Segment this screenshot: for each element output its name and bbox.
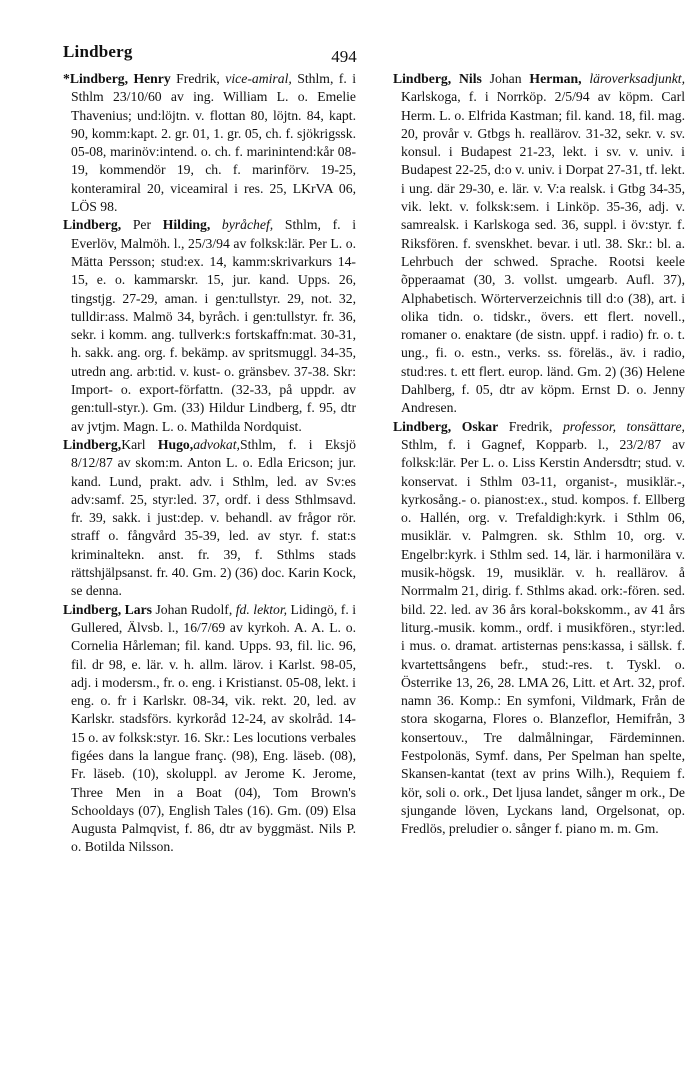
entry-title: professor, tonsättare, bbox=[562, 418, 685, 434]
entry-given-names: Johan Rudolf, bbox=[152, 601, 236, 617]
entry-lindberg-nils bbox=[393, 70, 685, 418]
entry-headword: Lindberg, Nils bbox=[393, 71, 482, 86]
right-column bbox=[393, 70, 685, 838]
entry-title: läroverksadjunkt, bbox=[581, 71, 685, 86]
entry-headword-name: Hugo, bbox=[157, 436, 194, 452]
entry-given-names: Karl bbox=[121, 436, 158, 452]
entry-headword: *Lindberg, Henry bbox=[63, 71, 171, 86]
entry-title: byråchef, bbox=[210, 217, 274, 233]
entry-given-names: Johan bbox=[481, 71, 530, 86]
entry-headword: Lindberg, Oskar bbox=[393, 418, 499, 434]
entry-body: Lidingö, f. i Gullered, Älvsb. l., 16/7/69 av kyrkoh. A. A. L. o. Cornelia Hårleman; fil. kand. Upps. 93, fil. lic. 96, fil. dr 98, e. lär. v. h. allm. lärov. i Karlst. 98-05, adj. i modersm., fr. o. eng. i Kristianst. 05-08, lekt. i eng. o. fr i Karlskr. 08-34, vik. rekt. 20, led. av Karlskr. stadsförs. kyrkoråd 12-24, av skolråd. 14-15 o. av folksk:styr. 16. Skr.: Les locutions verbales figées dans la langue franç. (98), Eng. läseb. (08), Fr. läseb. (10), skoluppl. av Jerome K. Jerome, Three Men in a Boat (04), Tom Brown's Schooldays (07), English Tales (16). Gm. (09) Elsa Augusta Palmqvist, f. 86, dtr av byggmäst. Nils P. o. Botilda Nilsson. bbox=[71, 601, 357, 855]
left-column bbox=[63, 70, 356, 857]
entry-title: vice-amiral, bbox=[225, 71, 292, 86]
entry-body: Sthlm, f. i Gagnef, Kopparb. l., 23/2/87 av folksk:lär. Per L. o. Liss Kerstin Andersdtr; stud. v. konservat. i Sthlm 03-11, organist-, musiklär.-, kyrkosång.- o. pianost:ex., stud. kompos. f. Ellberg o. Hallén, org. v. Trefaldigh:kyrk. i Sthlm 06, musiklär. v. Palmgren. sk. Sthlm 10, org. v. Engelbr:kyrk. i Sthlm sed. 14, lär. i harmonilära v. musik-högsk. 19, musiklär. v. h. reallärov. å Norrmalm 21, dirig. f. Sthlms akad. ork:-fören. sed. bild. 22. led. av 36 års koral-bokskomm., av 41 års liturg.-musik. komm., ordf. i musikfören., styr:led. i mus. o. dramat. artisternas pens:kassa, i sällsk. f. kvartettsångens befr., stud:-res. t. Tyskl. o. Österrike 13, 26, 28. LMA 26, Litt. et Art. 32, prof. namn 36. Komp.: En symfoni, Vildmark, Från de stora skogarna, Flores o. Blanzeflor, Hemifrån, 3 konsertouv., Tre dalmålningar, Färdeminnen. Festpolonäs, Symf. dans, Per Spelman han spelte, Skansen-kantat (text av prins Wilh.), Requiem f. kör, soli o. ork., Det ljusa landet, sånger m ork., De sjungande löven, Lyckans land, Orgelsonat, op. Fredlös, preludier o. sånger f. piano m. m. Gm. bbox=[401, 436, 685, 837]
entry-body: Sthlm, f. i Everlöv, Malmöh. l., 25/3/94 av folksk:lär. Per L. o. Mätta Persson; stud:ex. 14, kamm:skrivarkurs 14-15, e. o. kammarskr. 15, jur. kand. Upps. 26, tingstjg. 27-29, aman. i gen:tullstyr. 29, not. 32, tulldir:ass. Malmö 34, byråch. i gen:tullstyr. fr. 36, sekr. i komm. ang. tullverk:s fortskaffn:mat. 30-31, h. sakk. ang. org. f. bekämp. av spritsmuggl. 34-35, utredn ang. arb:tid. v. kust- o. gränsbev. 37-38. Skr: Import- o. export-författn. (32-33, på uppdr. av gen:tull-styr.). Gm. (33) Hildur Lindberg, f. 95, dtr av jvtjm. Magn. L. o. Mathilda Nordquist. bbox=[71, 217, 357, 434]
entry-given-names: Fredrik, bbox=[170, 71, 226, 86]
entry-title: advokat, bbox=[193, 436, 240, 452]
entry-title: fd. lektor, bbox=[235, 601, 288, 617]
entry-lindberg-hilding bbox=[63, 216, 356, 436]
entry-headword-name: Herman, bbox=[529, 71, 582, 86]
entry-body: Karlskoga, f. i Norrköp. 2/5/94 av köpm. Carl Herm. L. o. Elfrida Kastman; fil. kand. 18, fil. mag. 20, provår v. Gtbgs h. reallärov. 31-32, sekr. v. sv. konsul. i Budapest 21-23, lekt. i sv. v. univ. i Budapest 22-25, d:o v. univ. i Dorpat 27-31, tf. lekt. i ung. där 29-30, e. lär. v. V:a realsk. i Gtbg 34-35, vik. lekt. v. folksk:sem. i Linköp. 35-36, adj. v. samrealsk. i Karlskoga sed. 36, suppl. i öv:styr. f. Riksfören. f. svenskhet. bevar. i utl. 38. Skr.: bl. a. Lehrbuch der schwed. Sprache. Rootsi keele õpperaamat (30, 3. vollst. umgearb. Aufl. 37), Alphabetisch. Wörterverzeichnis till d:o (38), art. i olika tidn. o. tidskr., övers. ett flert. novell., romaner o. enaktare (de sistn. uppf. i radio) fr. o. t. ung., fi. o. estn., verks. ss. föreläs., äv. i radio, stud:res. t. ett flert. europ. länd. Gm. 2) (36) Helene Dahlberg, f. 05, dtr av köpm. Ernst D. o. Jenny Andresen. bbox=[401, 89, 685, 416]
entry-given-names: Fredrik, bbox=[498, 418, 563, 434]
entry-headword-name: Hilding, bbox=[162, 217, 211, 233]
entry-body: Sthlm, f. i Sthlm 23/10/60 av ing. William L. o. Emelie Thavenius; und:löjtn. v. flottan 80, löjtn. 84, kapt. 90, komm:kapt. 2. gr. 01, 1. gr. 05, ch. f. sjökrigssk. 05-08, marinöv:intend. o. ch. f. marinintend:kår 08-19, kommendör 19, ch. f. marinförv. 19-25, konteramiral 20, viceamiral i res. 25, LKrVA 06, LÖS 98. bbox=[71, 71, 356, 215]
entry-headword: Lindberg, bbox=[63, 436, 122, 452]
entry-headword: Lindberg, bbox=[63, 217, 122, 233]
entry-lindberg-oskar bbox=[393, 418, 685, 839]
entry-lindberg-lars bbox=[63, 601, 356, 857]
entry-body: Sthlm, f. i Eksjö 8/12/87 av skom:m. Anton L. o. Edla Ericson; jur. kand. Lund, prakt. adv. i Sthlm, led. av Sv:es adv:samf. 25, styr:led. 37, ordf. i dess Sthlmsavd. fr. 39, sakk. i just:dep. v. behandl. av frågor rör. straff o. fångvård 35-39, led. av styr. f. stat:s kriminaltekn. anst. fr. 39, f. Sthlms stads rättshjälpsanst. fr. 40. Gm. 2) (36) doc. Karin Kock, se denna. bbox=[71, 436, 356, 599]
entry-lindberg-henry bbox=[63, 70, 356, 216]
page-number: 494 bbox=[331, 47, 357, 66]
entry-headword: Lindberg, Lars bbox=[63, 601, 153, 617]
entry-given-names: Per bbox=[121, 217, 163, 233]
entry-lindberg-hugo bbox=[63, 436, 356, 601]
running-head: Lindberg bbox=[63, 42, 133, 61]
